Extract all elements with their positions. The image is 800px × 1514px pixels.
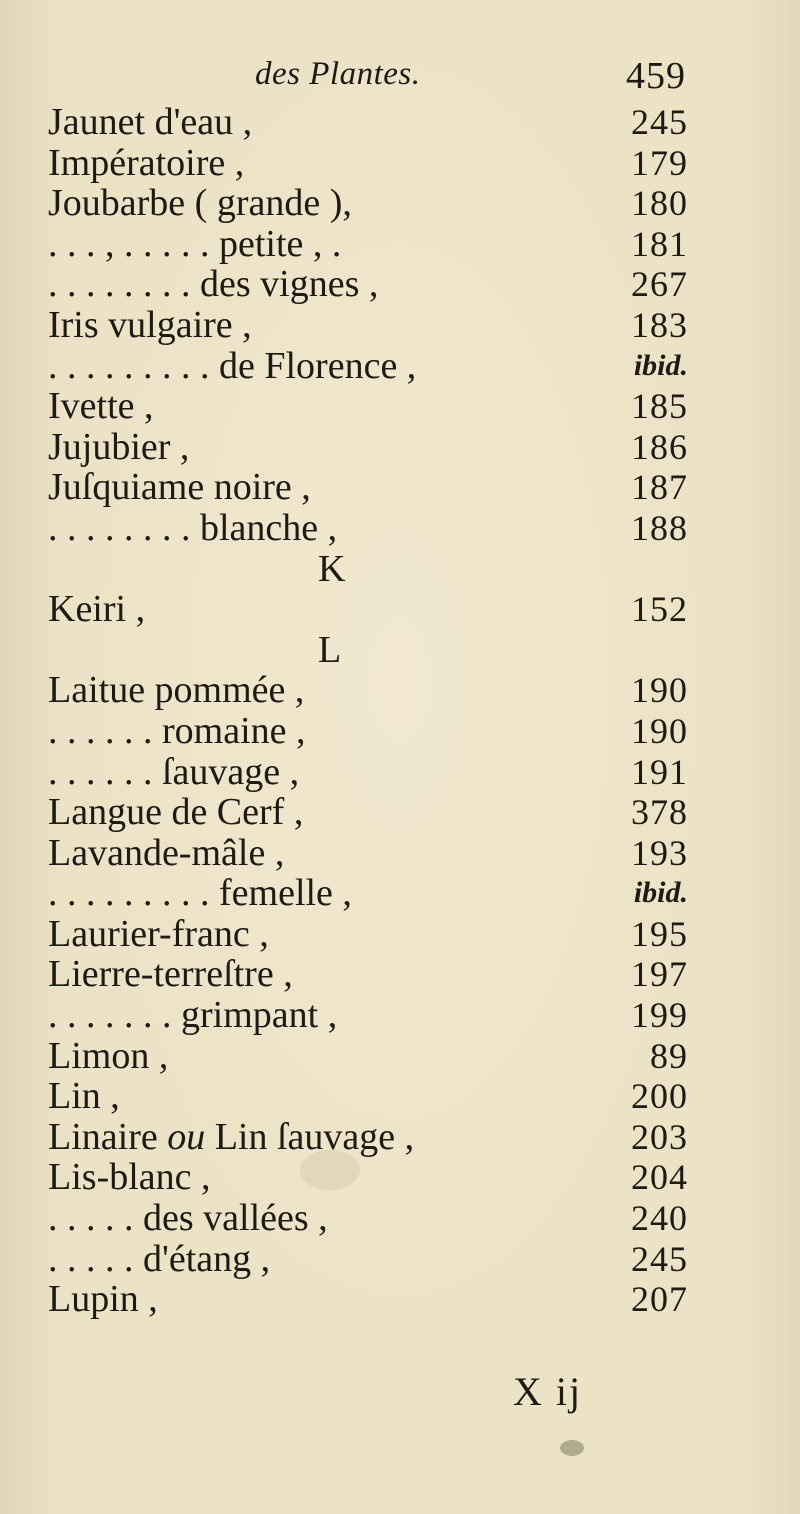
entry-page-number: 183 (631, 304, 688, 345)
entry-term: Joubarbe ( grande ), (48, 182, 352, 225)
entry-page-number: 200 (631, 1076, 688, 1117)
entry-term: . . . , . . . . . petite , . (48, 222, 342, 265)
entry-term: . . . . . d'étang , (48, 1237, 271, 1280)
index-entry (48, 467, 688, 508)
section-letter-text: L (318, 628, 342, 671)
entry-term: Iris vulgaire , (48, 303, 252, 346)
entry-term: Impératoire , (48, 141, 245, 184)
entry-page-number: 240 (631, 1198, 688, 1239)
index-entry (48, 346, 688, 387)
entry-page-number: 203 (631, 1116, 688, 1157)
index-entry (48, 508, 688, 549)
entry-term: Laurier-franc , (48, 912, 269, 955)
index-entry (48, 711, 688, 752)
entry-page-number: 195 (631, 913, 688, 954)
section-letter (48, 630, 688, 671)
index-list (48, 102, 688, 1320)
entry-term: Jaunet d'eau , (48, 101, 253, 143)
entry-page-number: 152 (631, 589, 688, 630)
entry-page-number: 186 (631, 426, 688, 467)
section-letter-text: K (318, 547, 346, 590)
entry-term-part: ou (167, 1115, 206, 1158)
index-entry (48, 1036, 688, 1077)
entry-page-number: 204 (631, 1157, 688, 1198)
entry-term (48, 1117, 414, 1158)
index-entry (48, 1279, 688, 1320)
entry-page-number: 193 (631, 832, 688, 873)
section-letter (48, 549, 688, 590)
index-entry (48, 1117, 688, 1158)
entry-page-number: 207 (631, 1279, 688, 1320)
entry-term-part: Lin ſauvage , (205, 1115, 415, 1158)
entry-term: . . . . . des vallées , (48, 1197, 328, 1240)
entry-term: Lierre-terreſtre , (48, 953, 293, 996)
entry-term: Limon , (48, 1034, 169, 1077)
entry-term: Ivette , (48, 385, 154, 428)
entry-term: Lin , (48, 1075, 120, 1118)
entry-page-number: 89 (650, 1035, 688, 1076)
index-entry (48, 305, 688, 346)
entry-page-number: 188 (631, 507, 688, 548)
index-entry (48, 954, 688, 995)
index-entry (48, 995, 688, 1036)
index-entry (48, 102, 688, 143)
index-entry (48, 873, 688, 914)
entry-page-number: 180 (631, 183, 688, 224)
signature-mark: X ij (513, 1369, 583, 1414)
entry-page-number: 267 (631, 264, 688, 305)
entry-page-number: 187 (631, 467, 688, 508)
entry-term: . . . . . . romaine , (48, 709, 306, 752)
entry-term: Jujubier , (48, 425, 190, 468)
entry-term: Lis-blanc , (48, 1156, 211, 1199)
index-entry (48, 670, 688, 711)
entry-term: Juſquiame noire , (48, 466, 311, 509)
index-entry (48, 1076, 688, 1117)
entry-page-number: 245 (631, 1238, 688, 1279)
entry-term-part: Linaire (48, 1115, 168, 1158)
entry-term: . . . . . . . . . de Florence , (48, 344, 417, 387)
entry-term: Keiri , (48, 588, 146, 631)
entry-term: Langue de Cerf , (48, 791, 304, 834)
entry-term: . . . . . . . . blanche , (48, 506, 338, 549)
entry-term: . . . . . . . grimpant , (48, 994, 338, 1037)
page-header (0, 50, 800, 100)
index-entry (48, 1239, 688, 1280)
index-entry (48, 589, 688, 630)
page-number: 459 (626, 55, 686, 97)
entry-page-number: ibid. (633, 876, 688, 910)
index-entry (48, 183, 688, 224)
entry-term: . . . . . . . . . femelle , (48, 872, 352, 915)
entry-page-number: 181 (631, 223, 688, 264)
entry-page-number: 378 (631, 792, 688, 833)
entry-page-number: 245 (631, 102, 688, 142)
entry-page-number: ibid. (633, 348, 688, 382)
entry-term: . . . . . . ſauvage , (48, 750, 300, 793)
entry-term: . . . . . . . . des vignes , (48, 263, 379, 306)
index-entry (48, 914, 688, 955)
index-entry (48, 427, 688, 468)
entry-term: Lupin , (48, 1278, 158, 1321)
entry-page-number: 199 (631, 995, 688, 1036)
index-entry (48, 1198, 688, 1239)
index-entry (48, 792, 688, 833)
entry-term: Laitue pommée , (48, 669, 305, 712)
entry-page-number: 179 (631, 142, 688, 183)
entry-page-number: 191 (631, 751, 688, 792)
entry-term: Lavande-mâle , (48, 831, 285, 874)
index-entry (48, 1157, 688, 1198)
entry-page-number: 197 (631, 954, 688, 995)
entry-page-number: 185 (631, 386, 688, 427)
entry-page-number: 190 (631, 710, 688, 751)
running-title: des Plantes. (255, 56, 421, 92)
paper-stain (560, 1440, 584, 1456)
index-entry (48, 264, 688, 305)
index-entry (48, 143, 688, 184)
index-entry (48, 386, 688, 427)
index-entry (48, 224, 688, 265)
entry-page-number: 190 (631, 670, 688, 711)
index-entry (48, 752, 688, 793)
index-entry (48, 833, 688, 874)
